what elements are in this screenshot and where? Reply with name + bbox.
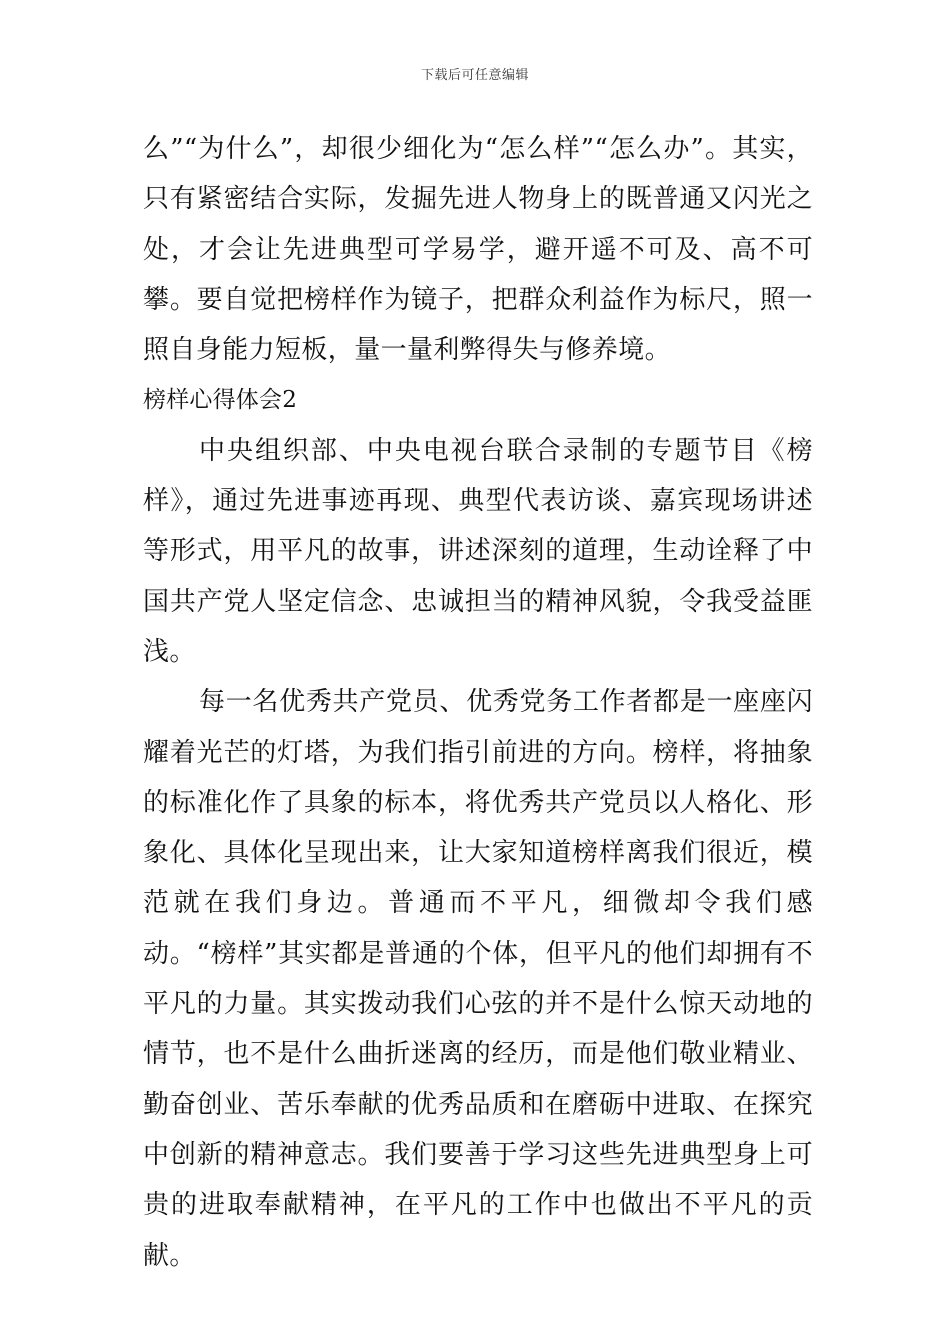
document-body xyxy=(143,124,813,1281)
paragraph-2: 中央组织部、中央电视台联合录制的专题节目《榜样》，通过先进事迹再现、典型代表访谈、嘉宾现场讲述等形式，用平凡的故事，讲述深刻的道理，生动诠释了中国共产党人坚定信念、忠诚担当的精神风貌，令我受益匪浅。 xyxy=(143,435,813,667)
section-title: 榜样心得体会2 xyxy=(143,387,298,414)
paragraph-3: 每一名优秀共产党员、优秀党务工作者都是一座座闪耀着光芒的灯塔，为我们指引前进的方向。榜样，将抽象的标准化作了具象的标本，将优秀共产党员以人格化、形象化、具体化呈现出来，让大家知道榜样离我们很近，模范就在我们身边。普通而不平凡，细微却令我们感动。“榜样”其实都是普通的个体，但平凡的他们却拥有不平凡的力量。其实拨动我们心弦的并不是什么惊天动地的情节，也不是什么曲折迷离的经历，而是他们敬业精业、勤奋创业、苦乐奉献的优秀品质和在磨砺中进取、在探究中创新的精神意志。我们要善于学习这些先进典型身上可贵的进取奉献精神，在平凡的工作中也做出不平凡的贡献。 xyxy=(143,687,813,1271)
paragraph-1: 么”“为什么”，却很少细化为“怎么样”“怎么办”。其实，只有紧密结合实际，发掘先进人物身上的既普通又闪光之处，才会让先进典型可学易学，避开遥不可及、高不可攀。要自觉把榜样作为镜子，把群众利益作为标尺，照一照自身能力短板，量一量利弊得失与修养境。 xyxy=(143,134,813,366)
page-header: 下载后可任意编辑 xyxy=(420,68,529,83)
